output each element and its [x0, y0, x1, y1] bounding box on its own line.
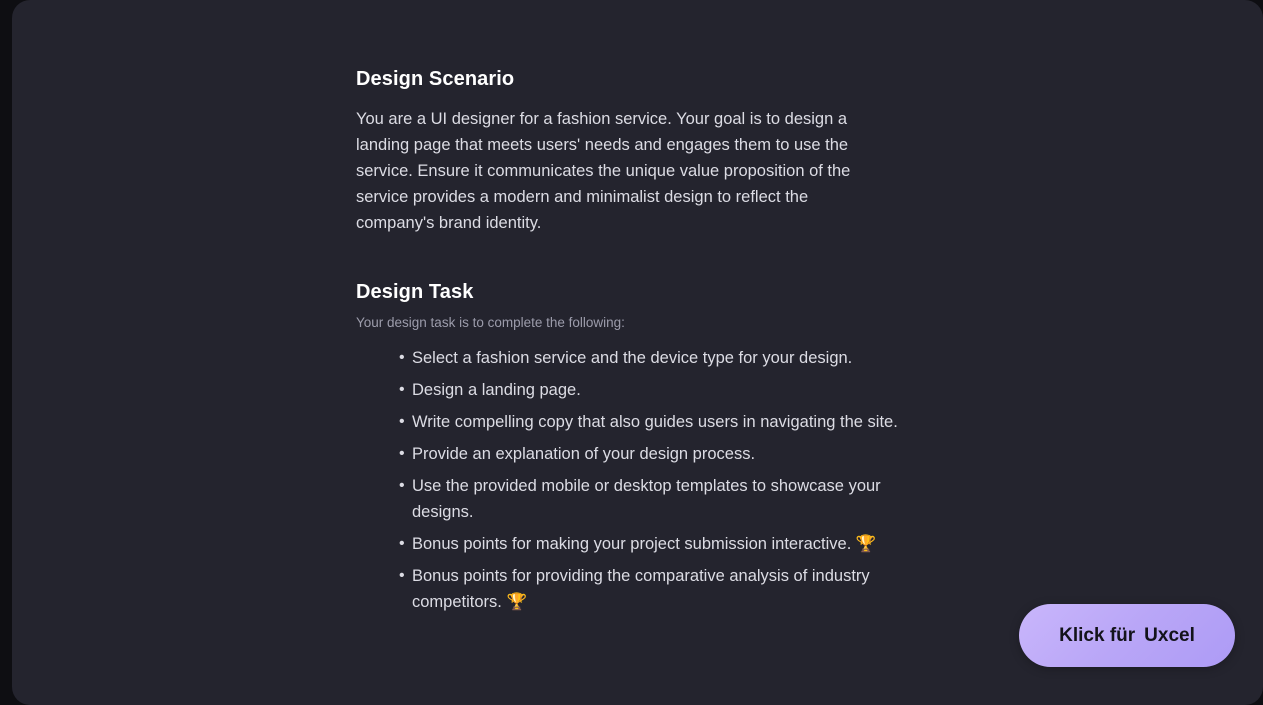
design-task-title: Design Task — [356, 281, 474, 303]
design-scenario-body: You are a UI designer for a fashion service. Your goal is to design a landing page that meets users' needs and engages them to use the service. Ensure it communicates the unique value proposition of the service provides a modern and minimalist design to reflect the company's brand identity. — [356, 110, 851, 232]
design-task-list — [356, 345, 936, 615]
klick-fuer-uxcel-button[interactable] — [1019, 604, 1235, 667]
design-scenario-title: Design Scenario — [356, 68, 515, 90]
list-item: • Use the provided mobile or desktop templates to showcase your designs. — [356, 473, 936, 525]
list-item: • Bonus points for providing the comparative analysis of industry competitors. 🏆 — [356, 563, 936, 615]
cta-label-primary: Klick für — [1059, 624, 1136, 646]
design-scenario-section — [356, 66, 936, 236]
app-window — [12, 0, 1263, 705]
design-task-intro: Your design task is to complete the following: — [356, 315, 625, 330]
list-item: • Select a fashion service and the device type for your design. — [356, 345, 936, 371]
cta-label-secondary: Uxcel — [1144, 624, 1195, 646]
design-task-section — [356, 279, 936, 615]
list-item: • Design a landing page. — [356, 377, 936, 403]
list-item: • Write compelling copy that also guides users in navigating the site. — [356, 409, 936, 435]
content-column — [356, 48, 936, 621]
list-item: • Provide an explanation of your design process. — [356, 441, 936, 467]
list-item: • Bonus points for making your project submission interactive. 🏆 — [356, 531, 936, 557]
